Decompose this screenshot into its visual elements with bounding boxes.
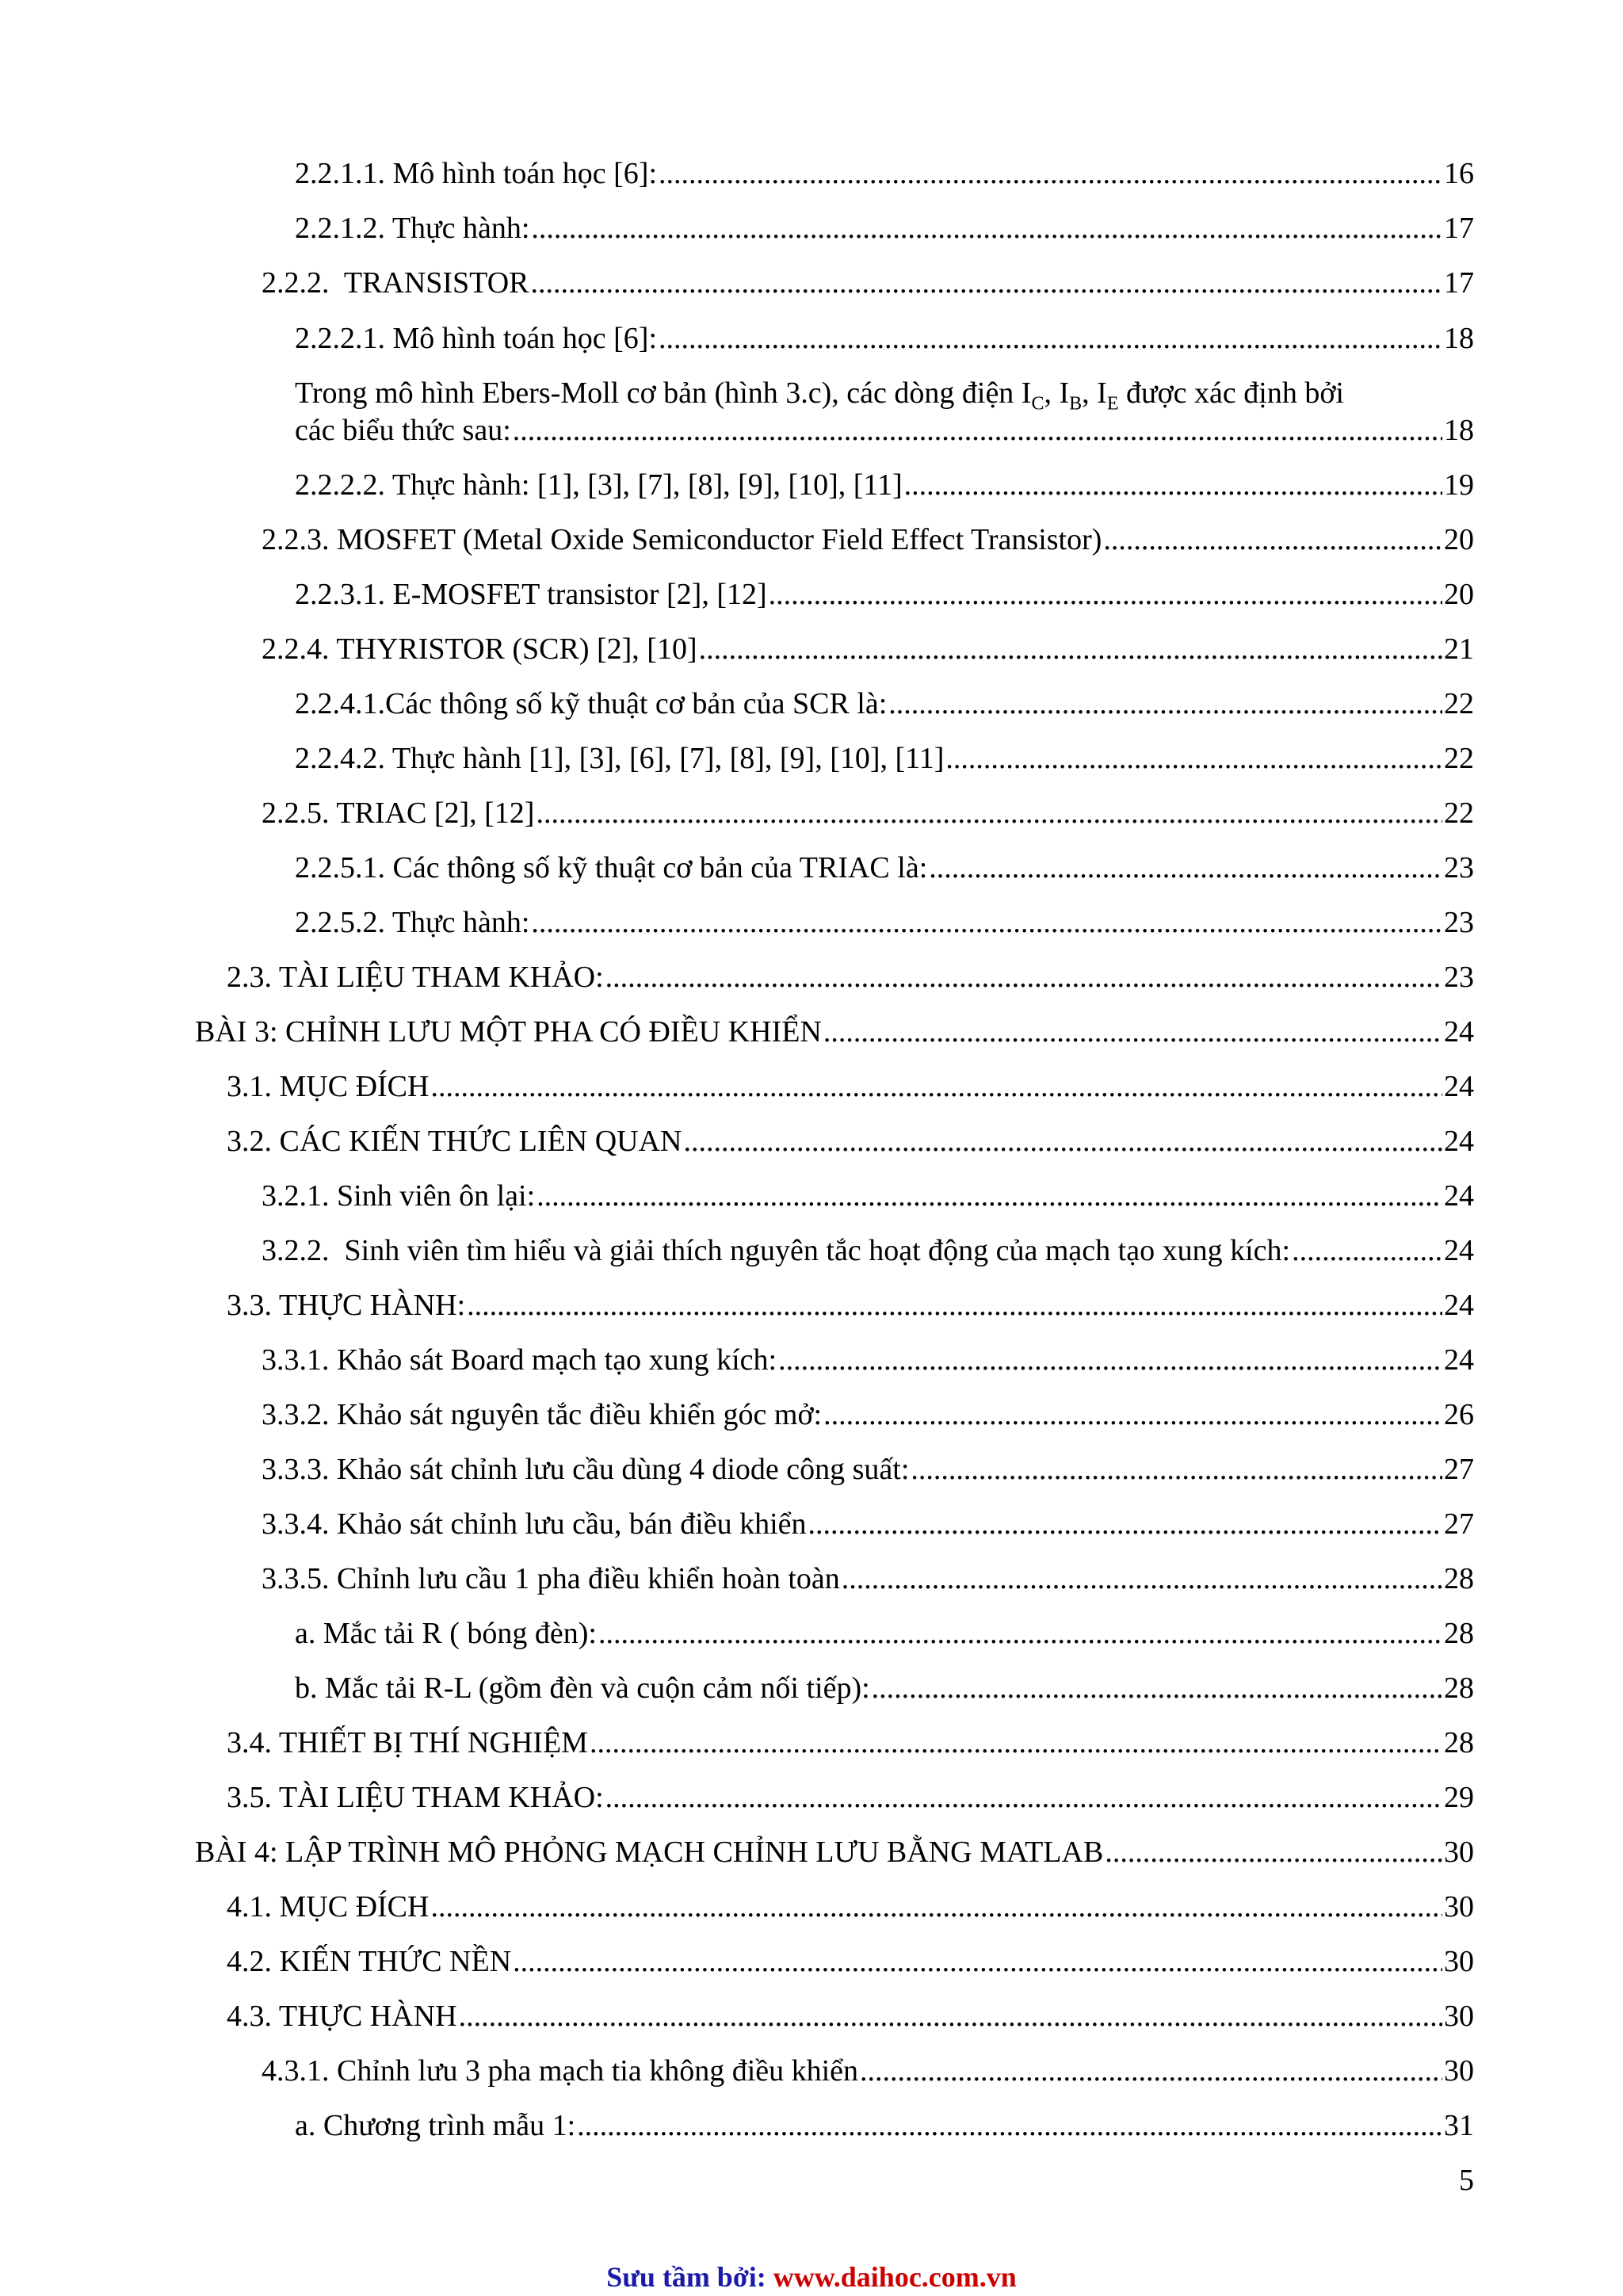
dot-leader	[659, 320, 1442, 357]
toc-entry[interactable]	[262, 1396, 1474, 1433]
toc-entry-page: 17	[1444, 212, 1474, 245]
toc-entry-title: 3.2.2. Sinh viên tìm hiểu và giải thích nguyên tắc hoạt động của mạch tạo xung kích:	[262, 1234, 1291, 1267]
toc-entry[interactable]	[295, 2107, 1474, 2144]
toc-entry-title: 3.3.2. Khảo sát nguyên tắc điều khiển góc mở:	[262, 1398, 823, 1431]
dot-leader	[430, 1068, 1442, 1105]
toc-entry[interactable]	[262, 1506, 1474, 1542]
dot-leader	[823, 1014, 1442, 1050]
toc-entry[interactable]	[295, 850, 1474, 886]
toc-entry-title: a. Chương trình mẫu 1:	[295, 2109, 576, 2142]
toc-entry-title: 3.2. CÁC KIẾN THỨC LIÊN QUAN	[227, 1125, 682, 1158]
toc-entry-title: 3.3.1. Khảo sát Board mạch tạo xung kích:	[262, 1343, 777, 1377]
dot-leader	[1292, 1232, 1442, 1269]
toc-entry-page: 21	[1444, 632, 1474, 666]
toc-entry-title: 2.2.2.1. Mô hình toán học [6]:	[295, 322, 658, 355]
toc-entry[interactable]	[262, 2053, 1474, 2089]
toc-entry[interactable]	[195, 1014, 1474, 1050]
toc-entry-page: 18	[1444, 414, 1474, 447]
toc-entry[interactable]	[295, 904, 1474, 941]
toc-entry-page: 24	[1444, 1343, 1474, 1377]
toc-entry-title-part: được xác định bởi	[1118, 376, 1344, 410]
dot-leader	[430, 1889, 1442, 1925]
toc-entry-page: 28	[1444, 1726, 1474, 1759]
dot-leader	[598, 1615, 1442, 1652]
dot-leader	[778, 1342, 1442, 1378]
toc-entry-page: 28	[1444, 1617, 1474, 1650]
dot-leader	[872, 1670, 1442, 1706]
dot-leader	[513, 412, 1442, 449]
toc-entry-page: 30	[1444, 1890, 1474, 1924]
toc-entry[interactable]	[295, 155, 1474, 192]
toc-entry[interactable]	[227, 1943, 1474, 1980]
toc-entry-page: 23	[1444, 906, 1474, 939]
toc-entry[interactable]	[295, 576, 1474, 613]
toc-entry-title: 4.1. MỤC ĐÍCH	[227, 1890, 430, 1924]
footer-url-link[interactable]: www.daihoc.com.vn	[773, 2261, 1017, 2293]
toc-entry-page: 30	[1444, 1945, 1474, 1978]
toc-entry[interactable]	[295, 686, 1474, 722]
toc-entry-page: 24	[1444, 1179, 1474, 1213]
toc-entry-title: 2.2.3. MOSFET (Metal Oxide Semiconductor Field Effect Transistor)	[262, 523, 1102, 556]
toc-entry-title: b. Mắc tải R-L (gồm đèn và cuộn cảm nối tiếp):	[295, 1671, 870, 1705]
page-number: 5	[1459, 2164, 1474, 2197]
toc-entry-title: 2.2.2.2. Thực hành: [1], [3], [7], [8], [9], [10], [11]	[295, 468, 903, 502]
dot-leader	[683, 1123, 1442, 1159]
dot-leader	[904, 467, 1442, 503]
dot-leader	[605, 1779, 1442, 1816]
toc-entry[interactable]	[295, 412, 1474, 449]
toc-entry[interactable]	[227, 1889, 1474, 1925]
dot-leader	[577, 2107, 1442, 2144]
toc-entry-page: 24	[1444, 1125, 1474, 1158]
toc-entry[interactable]	[195, 1834, 1474, 1870]
toc-entry-page: 28	[1444, 1562, 1474, 1595]
toc-entry-page: 20	[1444, 578, 1474, 611]
toc-entry-title: 4.2. KIẾN THỨC NỀN	[227, 1945, 512, 1978]
toc-entry-page: 24	[1444, 1289, 1474, 1322]
toc-entry-title: 3.2.1. Sinh viên ôn lại:	[262, 1179, 536, 1213]
toc-entry-title: 3.1. MỤC ĐÍCH	[227, 1070, 430, 1103]
dot-leader	[513, 1943, 1442, 1980]
toc-entry-page: 23	[1444, 851, 1474, 884]
dot-leader	[860, 2053, 1442, 2089]
toc-entry-page: 19	[1444, 468, 1474, 502]
subscript-b: B	[1069, 393, 1083, 415]
toc-entry-title: 2.2.4.2. Thực hành [1], [3], [6], [7], [8], [9], [10], [11]	[295, 742, 945, 775]
toc-entry[interactable]	[295, 320, 1474, 357]
toc-entry[interactable]	[227, 1998, 1474, 2034]
subscript-c: C	[1031, 393, 1044, 415]
toc-entry[interactable]	[262, 631, 1474, 667]
dot-leader	[531, 904, 1442, 941]
toc-entry-title: 2.2.1.2. Thực hành:	[295, 212, 530, 245]
toc-entry[interactable]	[262, 1561, 1474, 1597]
toc-entry[interactable]	[227, 1725, 1474, 1761]
toc-entry-page: 20	[1444, 523, 1474, 556]
dot-leader	[467, 1287, 1442, 1324]
dot-leader	[945, 740, 1442, 777]
dot-leader	[590, 1725, 1442, 1761]
dot-leader	[823, 1396, 1442, 1433]
toc-entry-title: 3.5. TÀI LIỆU THAM KHẢO:	[227, 1781, 604, 1814]
toc-entry[interactable]	[262, 1342, 1474, 1378]
toc-entry-title: a. Mắc tải R ( bóng đèn):	[295, 1617, 597, 1650]
toc-entry[interactable]	[227, 959, 1474, 995]
dot-leader	[699, 631, 1442, 667]
toc-entry-page: 26	[1444, 1398, 1474, 1431]
toc-entry[interactable]	[262, 1178, 1474, 1214]
subscript-e: E	[1106, 393, 1119, 415]
toc-entry-title: 2.2.1.1. Mô hình toán học [6]:	[295, 157, 658, 190]
dot-leader	[531, 210, 1442, 246]
toc-entry-page: 27	[1444, 1507, 1474, 1541]
toc-entry-title: BÀI 3: CHỈNH LƯU MỘT PHA CÓ ĐIỀU KHIỂN	[195, 1015, 822, 1049]
toc-entry-title: 3.3. THỰC HÀNH:	[227, 1289, 466, 1322]
toc-entry[interactable]	[227, 1123, 1474, 1159]
toc-entry[interactable]	[295, 1615, 1474, 1652]
toc-entry-title: 3.4. THIẾT BỊ THÍ NGHIỆM	[227, 1726, 588, 1759]
dot-leader	[842, 1561, 1442, 1597]
toc-entry-page: 24	[1444, 1015, 1474, 1049]
toc-entry[interactable]	[227, 1287, 1474, 1324]
toc-entry[interactable]	[295, 740, 1474, 777]
toc-entry[interactable]	[295, 1670, 1474, 1706]
dot-leader	[769, 576, 1442, 613]
toc-entry-page: 28	[1444, 1671, 1474, 1705]
toc-entry-page: 18	[1444, 322, 1474, 355]
toc-entry-title: 3.3.4. Khảo sát chỉnh lưu cầu, bán điều khiển	[262, 1507, 807, 1541]
toc-entry-title: 2.2.2. TRANSISTOR	[262, 266, 529, 300]
toc-entry-title: 2.2.5. TRIAC [2], [12]	[262, 797, 535, 830]
dot-leader	[537, 1178, 1442, 1214]
toc-entry-page: 27	[1444, 1453, 1474, 1486]
toc-entry-page: 22	[1444, 797, 1474, 830]
toc-entry-page: 30	[1444, 2000, 1474, 2033]
toc-entry-title-part: Trong mô hình Ebers-Moll cơ bản (hình 3.c), các dòng điện I	[295, 376, 1032, 410]
toc-entry-title: BÀI 4: LẬP TRÌNH MÔ PHỎNG MẠCH CHỈNH LƯU BẰNG MATLAB	[195, 1836, 1104, 1869]
dot-leader	[911, 1451, 1442, 1488]
toc-entry-title: 2.2.4. THYRISTOR (SCR) [2], [10]	[262, 632, 697, 666]
dot-leader	[459, 1998, 1442, 2034]
toc-entry-page: 24	[1444, 1070, 1474, 1103]
toc-entry-title: 2.2.5.2. Thực hành:	[295, 906, 530, 939]
toc-entry-title: 3.3.3. Khảo sát chỉnh lưu cầu dùng 4 diode công suất:	[262, 1453, 910, 1486]
toc-entry-page: 30	[1444, 1836, 1474, 1869]
toc-entry-title: 4.3.1. Chỉnh lưu 3 pha mạch tia không điều khiển	[262, 2054, 859, 2088]
toc-entry-page: 16	[1444, 157, 1474, 190]
toc-entry[interactable]	[295, 210, 1474, 246]
toc-entry-title: 3.3.5. Chỉnh lưu cầu 1 pha điều khiển hoàn toàn	[262, 1562, 840, 1595]
toc-entry[interactable]	[262, 795, 1474, 831]
dot-leader	[1105, 1834, 1442, 1870]
toc-entry-page: 22	[1444, 742, 1474, 775]
toc-entry-page: 23	[1444, 961, 1474, 994]
dot-leader	[659, 155, 1442, 192]
toc-entry-wrapped-line1[interactable]	[295, 375, 1474, 415]
footer-label: Sưu tầm bởi:	[606, 2261, 766, 2293]
toc-entry-title-part: , I	[1082, 376, 1107, 410]
toc-entry-page: 22	[1444, 687, 1474, 720]
toc-entry-title: 2.2.3.1. E-MOSFET transistor [2], [12]	[295, 578, 767, 611]
toc-entry[interactable]	[295, 467, 1474, 503]
dot-leader	[888, 686, 1442, 722]
toc-entry-page: 17	[1444, 266, 1474, 300]
toc-entry-title: 2.3. TÀI LIỆU THAM KHẢO:	[227, 961, 604, 994]
dot-leader	[605, 959, 1442, 995]
toc-entry-page: 24	[1444, 1234, 1474, 1267]
toc-entry[interactable]	[262, 1451, 1474, 1488]
toc-entry-title: 4.3. THỰC HÀNH	[227, 2000, 457, 2033]
toc-entry-title: 2.2.5.1. Các thông số kỹ thuật cơ bản của TRIAC là:	[295, 851, 928, 884]
dot-leader	[808, 1506, 1442, 1542]
toc-entry[interactable]	[227, 1068, 1474, 1105]
toc-entry[interactable]	[262, 1232, 1474, 1269]
toc-entry-title-part: , I	[1044, 376, 1070, 410]
footer-credit	[0, 2261, 1623, 2293]
toc-entry-page: 30	[1444, 2054, 1474, 2088]
dot-leader	[1103, 521, 1442, 558]
dot-leader	[531, 265, 1443, 301]
dot-leader	[536, 795, 1442, 831]
toc-entry-page: 31	[1444, 2109, 1474, 2142]
toc-entry-page: 29	[1444, 1781, 1474, 1814]
toc-entry[interactable]	[227, 1779, 1474, 1816]
toc-entry-title: các biểu thức sau:	[295, 414, 511, 447]
toc-entry[interactable]	[262, 521, 1474, 558]
toc-entry[interactable]	[262, 265, 1474, 301]
dot-leader	[929, 850, 1442, 886]
toc-entry-title: 2.2.4.1.Các thông số kỹ thuật cơ bản của SCR là:	[295, 687, 888, 720]
